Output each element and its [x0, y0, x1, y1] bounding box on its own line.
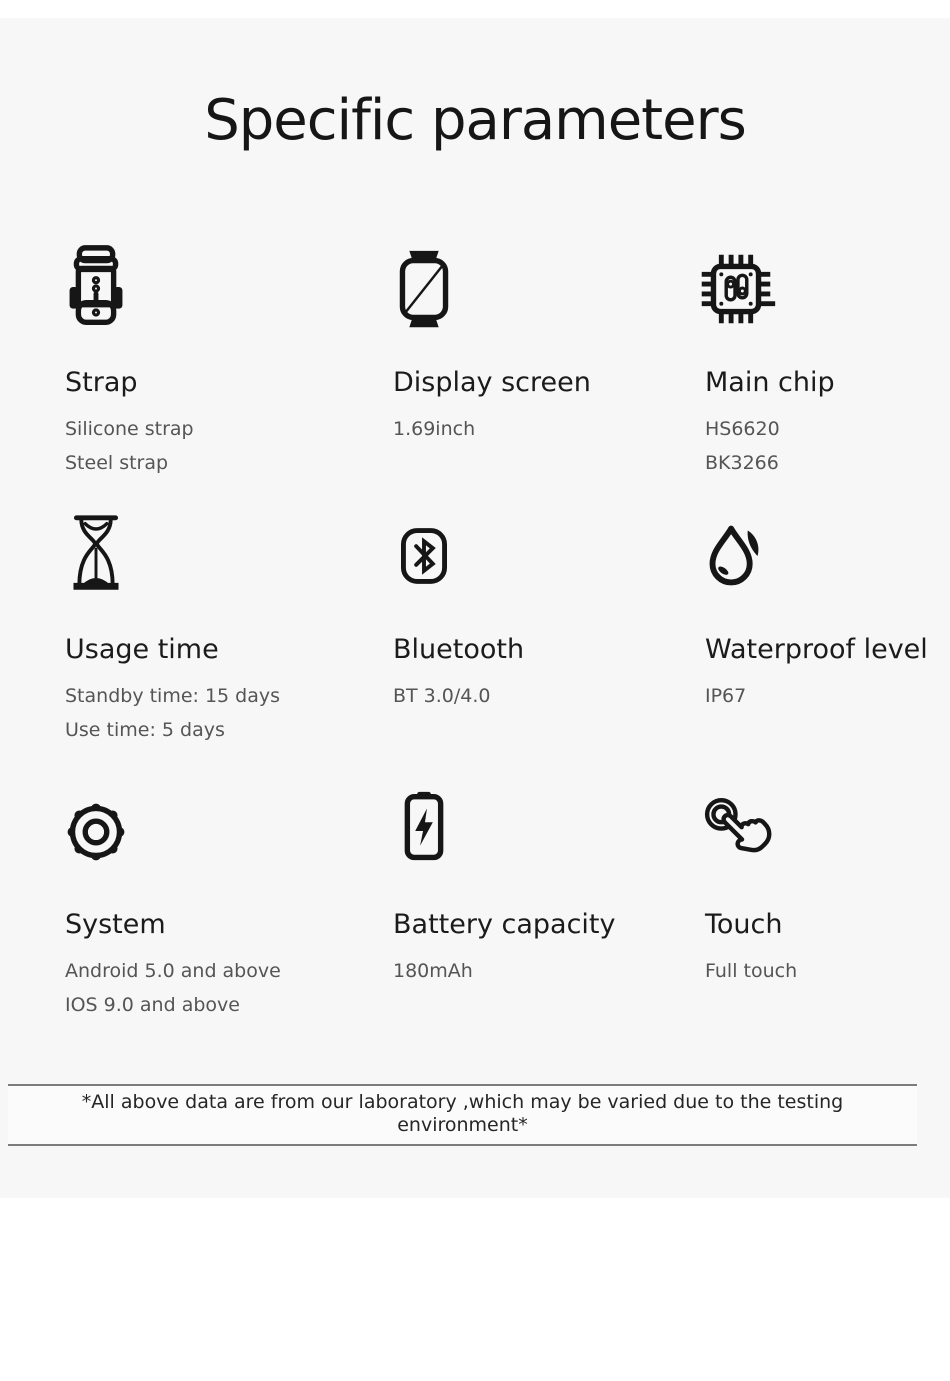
- spec-label: System: [65, 908, 166, 940]
- spec-item-usage-time: [65, 509, 393, 784]
- spec-label: Touch: [705, 908, 783, 940]
- spec-grid: [0, 242, 950, 1022]
- spec-item-chip: [705, 242, 950, 509]
- footer-note-line1: *All above data are from our laboratory ,which may be varied due to the testing: [81, 1091, 844, 1113]
- spec-label: Waterproof level: [705, 633, 928, 665]
- spec-value: Use time: 5 days: [65, 718, 225, 741]
- footer-note: [8, 1084, 917, 1146]
- spec-item-bluetooth: [393, 509, 705, 784]
- spec-value: 1.69inch: [393, 417, 476, 440]
- touch-icon: [705, 784, 950, 884]
- spec-value: BT 3.0/4.0: [393, 684, 491, 707]
- spec-label: Bluetooth: [393, 633, 525, 665]
- spec-value: HS6620: [705, 417, 780, 440]
- spec-label: Strap: [65, 366, 138, 398]
- spec-item-display: [393, 242, 705, 509]
- footer-note-line2: environment*: [397, 1114, 528, 1136]
- spec-value: Silicone strap: [65, 417, 194, 440]
- spec-label: Main chip: [705, 366, 835, 398]
- spec-item-system: [65, 784, 393, 1022]
- spec-sheet-panel: [0, 18, 950, 1198]
- display-screen-icon: [393, 242, 705, 342]
- spec-value: Full touch: [705, 959, 798, 982]
- spec-value: IP67: [705, 684, 747, 707]
- spec-value: Steel strap: [65, 451, 169, 474]
- spec-item-waterproof: [705, 509, 950, 784]
- spec-item-battery: [393, 784, 705, 1022]
- waterdrop-icon: [705, 509, 950, 609]
- spec-item-touch: [705, 784, 950, 1022]
- gear-icon: [65, 784, 393, 884]
- spec-value: 180mAh: [393, 959, 473, 982]
- spec-item-strap: [65, 242, 393, 509]
- spec-value: Android 5.0 and above: [65, 959, 281, 982]
- battery-icon: [393, 784, 705, 884]
- spec-label: Battery capacity: [393, 908, 616, 940]
- bluetooth-icon: [393, 509, 705, 609]
- chip-icon: [705, 242, 950, 342]
- spec-label: Usage time: [65, 633, 219, 665]
- spec-value: BK3266: [705, 451, 779, 474]
- spec-value: Standby time: 15 days: [65, 684, 281, 707]
- page-title: Specific parameters: [204, 88, 746, 153]
- spec-value: IOS 9.0 and above: [65, 993, 240, 1016]
- spec-label: Display screen: [393, 366, 591, 398]
- watch-strap-icon: [65, 242, 393, 342]
- hourglass-icon: [65, 509, 393, 609]
